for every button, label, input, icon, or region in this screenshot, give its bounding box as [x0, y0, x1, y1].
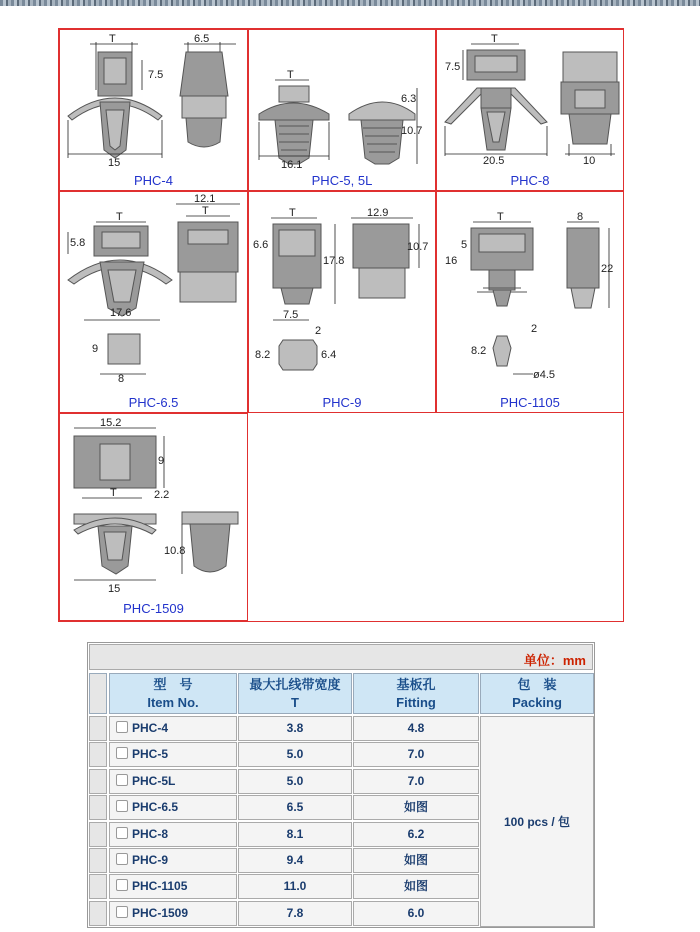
row-spacer — [89, 742, 107, 767]
header-packing — [480, 673, 594, 714]
phc9-dim-hole-w: 7.5 — [283, 309, 299, 321]
part-cell-phc9 — [248, 191, 436, 413]
phc5-drawing — [249, 30, 437, 192]
row-checkbox[interactable] — [116, 774, 128, 786]
row-t-value: 9.4 — [238, 848, 352, 873]
header-item-no-en: Item No. — [147, 695, 199, 710]
header-item-no — [109, 673, 237, 714]
row-spacer — [89, 822, 107, 847]
phc1105-dim-height: 16 — [445, 255, 458, 267]
phc9-dim-depth: 10.7 — [407, 241, 429, 253]
row-item-cell — [109, 742, 237, 767]
phc5-dim-length: 10.7 — [401, 125, 423, 137]
row-item-cell — [109, 716, 237, 741]
phc1105-dim-width: 8 — [577, 211, 584, 223]
row-item-no: PHC-1509 — [132, 905, 189, 920]
part-label-phc4: PHC-4 — [133, 173, 173, 188]
phc9-dim-height: 17.8 — [323, 255, 345, 267]
header-fitting — [353, 673, 479, 714]
row-item-no: PHC-5L — [132, 773, 176, 788]
part-cell-phc1105 — [436, 191, 624, 413]
row-fitting-value: 7.0 — [353, 742, 479, 767]
row-fitting-value: 如图 — [353, 795, 479, 820]
row-item-no: PHC-1105 — [132, 879, 188, 894]
header-fitting-en: Fitting — [396, 695, 436, 710]
row-spacer — [89, 769, 107, 794]
spec-table — [87, 642, 595, 928]
phc1105-dim-dia: ø4.5 — [533, 369, 556, 381]
part-label-phc65: PHC-6.5 — [128, 395, 179, 410]
phc1509-dim-length: 10.8 — [164, 545, 186, 557]
row-item-cell — [109, 769, 237, 794]
phc1105-dim-length: 22 — [601, 263, 614, 275]
part-label-phc9: PHC-9 — [322, 395, 362, 410]
row-spacer — [89, 848, 107, 873]
phc65-dim-t2: T — [202, 205, 209, 217]
row-item-cell — [109, 822, 237, 847]
row-fitting-value: 4.8 — [353, 716, 479, 741]
row-t-value: 3.8 — [238, 716, 352, 741]
header-spacer — [89, 673, 107, 714]
phc5-dim-head: 6.3 — [401, 93, 417, 105]
phc1509-dim-width: 15.2 — [100, 417, 122, 429]
row-spacer — [89, 874, 107, 899]
phc4-drawing — [60, 30, 249, 192]
row-checkbox[interactable] — [116, 879, 128, 891]
header-item-no-cn: 型 号 — [153, 677, 193, 692]
phc4-dim-t: T — [109, 33, 116, 45]
part-cell-phc4 — [59, 29, 248, 191]
part-label-phc5: PHC-5, 5L — [311, 173, 373, 188]
phc5-dim-base: 16.1 — [281, 159, 303, 171]
phc1105-dim-head: 5 — [461, 239, 468, 251]
row-item-no: PHC-8 — [132, 826, 169, 841]
phc8-dim-width: 10 — [583, 155, 596, 167]
header-fitting-cn: 基板孔 — [396, 677, 436, 692]
row-item-cell — [109, 874, 237, 899]
phc8-dim-t: T — [491, 33, 498, 45]
phc65-drawing — [60, 192, 249, 414]
row-checkbox[interactable] — [116, 827, 128, 839]
row-item-no: PHC-6.5 — [132, 800, 179, 815]
phc1509-dim-height: 9 — [158, 455, 165, 467]
phc65-dim-t: T — [116, 211, 123, 223]
phc1105-drawing — [437, 192, 625, 414]
row-spacer — [89, 901, 107, 926]
row-checkbox[interactable] — [116, 747, 128, 759]
phc9-drawing — [249, 192, 437, 414]
phc4-dim-width: 6.5 — [194, 33, 210, 45]
row-spacer — [89, 716, 107, 741]
phc1509-dim-t: T — [110, 487, 117, 499]
part-cell-phc8 — [436, 29, 624, 191]
row-checkbox[interactable] — [116, 853, 128, 865]
phc65-dim-base: 17.6 — [110, 307, 132, 319]
row-t-value: 11.0 — [238, 874, 352, 899]
phc5-dim-t: T — [287, 69, 294, 81]
phc8-dim-height: 7.5 — [445, 61, 461, 73]
phc9-dim-gap: 2 — [315, 325, 322, 337]
row-item-cell — [109, 848, 237, 873]
row-fitting-value: 6.2 — [353, 822, 479, 847]
phc65-dim-hole-w: 8 — [118, 373, 125, 385]
phc4-dim-height: 7.5 — [148, 69, 164, 81]
row-checkbox[interactable] — [116, 906, 128, 918]
phc9-dim-hole-inner: 6.4 — [321, 349, 337, 361]
phc8-dim-base: 20.5 — [483, 155, 505, 167]
unit-row — [89, 644, 593, 670]
row-t-value: 5.0 — [238, 742, 352, 767]
header-max-width-cn: 最大扎线带宽度 — [249, 677, 341, 692]
phc1509-dim-gap: 2.2 — [154, 489, 170, 501]
unit-label: 单位：mm — [523, 653, 586, 668]
part-cell-phc1509 — [59, 413, 248, 621]
row-fitting-value: 如图 — [353, 874, 479, 899]
part-label-phc1509: PHC-1509 — [123, 601, 184, 616]
parts-diagram-grid — [58, 28, 624, 622]
phc9-dim-head: 6.6 — [253, 239, 269, 251]
phc9-dim-width: 12.9 — [367, 207, 389, 219]
phc65-dim-width: 12.1 — [194, 193, 216, 205]
row-item-no: PHC-4 — [132, 721, 169, 735]
header-packing-cn: 包 装 — [517, 677, 557, 692]
row-item-cell — [109, 795, 237, 820]
phc1509-dim-base: 15 — [108, 583, 121, 595]
row-t-value: 8.1 — [238, 822, 352, 847]
row-fitting-value: 7.0 — [353, 769, 479, 794]
part-cell-phc65 — [59, 191, 248, 413]
row-item-no: PHC-5 — [132, 747, 169, 762]
row-fitting-value: 如图 — [353, 848, 479, 873]
header-packing-en: Packing — [512, 695, 562, 710]
top-decorative-bar — [0, 0, 700, 6]
row-t-value: 7.8 — [238, 901, 352, 926]
part-label-phc1105: PHC-1105 — [500, 395, 560, 410]
header-max-width — [238, 673, 352, 714]
row-checkbox[interactable] — [116, 721, 128, 733]
part-label-phc8: PHC-8 — [510, 173, 550, 188]
row-item-cell — [109, 901, 237, 926]
row-checkbox[interactable] — [116, 800, 128, 812]
phc1105-dim-gap: 2 — [531, 323, 538, 335]
row-t-value: 5.0 — [238, 769, 352, 794]
row-t-value: 6.5 — [238, 795, 352, 820]
phc1105-dim-t: T — [497, 211, 504, 223]
header-max-width-en: T — [291, 695, 299, 710]
phc65-dim-height: 5.8 — [70, 237, 86, 249]
packing-cell: 100 pcs / 包 — [480, 716, 594, 927]
row-fitting-value: 6.0 — [353, 901, 479, 926]
phc1105-dim-hole-h: 8.2 — [471, 345, 487, 357]
phc8-drawing — [437, 30, 625, 192]
part-cell-phc5 — [248, 29, 436, 191]
row-spacer — [89, 795, 107, 820]
row-item-no: PHC-9 — [132, 853, 169, 867]
phc9-dim-t: T — [289, 207, 296, 219]
phc65-dim-hole-h: 9 — [92, 343, 99, 355]
phc1509-drawing — [60, 414, 249, 622]
phc9-dim-hole-h: 8.2 — [255, 349, 271, 361]
phc4-dim-base: 15 — [108, 157, 121, 169]
